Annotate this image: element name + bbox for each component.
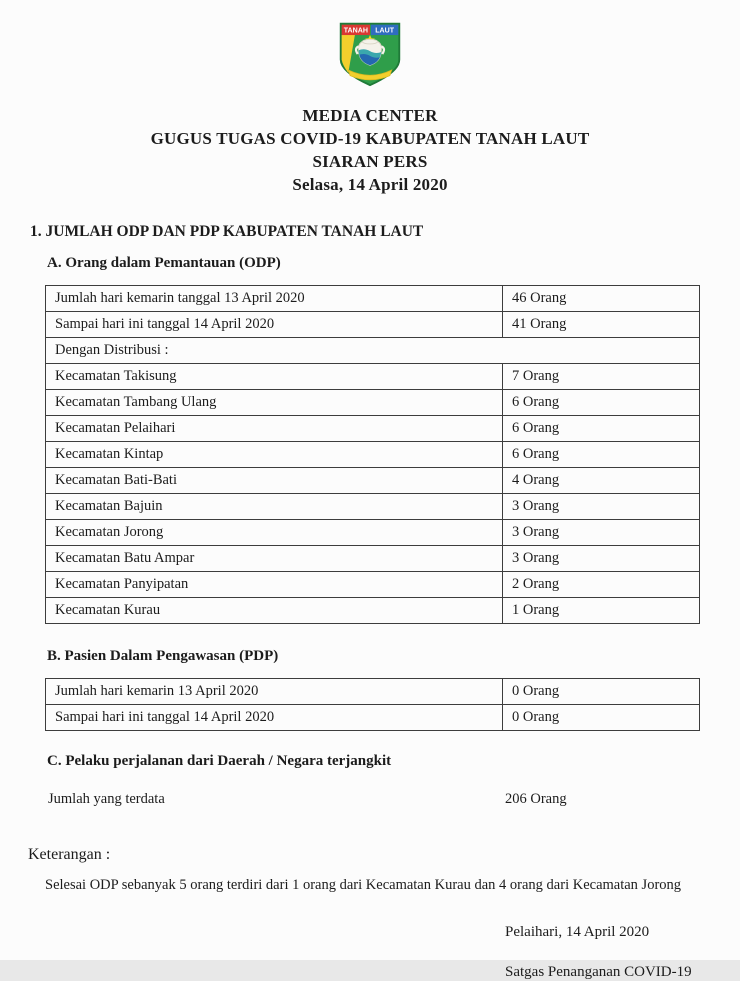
table-row [46,468,700,494]
row-value: 2 Orang [503,572,700,598]
table-row [46,520,700,546]
travelers-label: Jumlah yang terdata [48,791,165,807]
travelers-value: 206 Orang [505,791,567,807]
row-value: 7 Orang [503,364,700,390]
jug-lid [362,39,377,44]
row-value: 0 Orang [503,679,700,705]
row-value: 4 Orang [503,468,700,494]
notes-heading: Keterangan : [28,846,111,863]
row-value: 6 Orang [503,390,700,416]
row-label: Kecamatan Bajuin [46,494,503,520]
row-label: Jumlah hari kemarin 13 April 2020 [46,679,503,705]
row-label: Kecamatan Pelaihari [46,416,503,442]
pdp-heading: B. Pasien Dalam Pengawasan (PDP) [47,648,279,664]
press-release-title: SIARAN PERS [312,152,428,171]
table-row [46,338,700,364]
row-label: Dengan Distribusi : [46,338,700,364]
table-row [46,286,700,312]
table-row [46,494,700,520]
table-row [46,679,700,705]
row-label: Kecamatan Kurau [46,598,503,624]
row-label: Kecamatan Tambang Ulang [46,390,503,416]
banner-text-laut: LAUT [375,26,395,35]
pdp-table [45,678,700,731]
row-label: Kecamatan Takisung [46,364,503,390]
row-value: 3 Orang [503,494,700,520]
row-label: Kecamatan Panyipatan [46,572,503,598]
table-row [46,442,700,468]
row-value: 46 Orang [503,286,700,312]
section-1-title: 1. JUMLAH ODP DAN PDP KABUPATEN TANAH LAUT [30,223,424,240]
logo-container [0,0,740,88]
table-row [46,598,700,624]
row-label: Kecamatan Kintap [46,442,503,468]
row-label: Kecamatan Batu Ampar [46,546,503,572]
row-label: Kecamatan Bati-Bati [46,468,503,494]
row-value: 3 Orang [503,520,700,546]
odp-table [45,285,700,624]
media-center-title: MEDIA CENTER [302,106,438,125]
travelers-row [48,791,740,810]
odp-heading: A. Orang dalam Pemantauan (ODP) [47,255,281,271]
row-value: 1 Orang [503,598,700,624]
table-row [46,546,700,572]
task-force-title: GUGUS TUGAS COVID-19 KABUPATEN TANAH LAUT [150,129,590,148]
row-label: Jumlah hari kemarin tanggal 13 April 2020 [46,286,503,312]
row-label: Sampai hari ini tanggal 14 April 2020 [46,705,503,731]
row-value: 6 Orang [503,442,700,468]
row-label: Kecamatan Jorong [46,520,503,546]
table-row [46,572,700,598]
row-value: 41 Orang [503,312,700,338]
tanah-laut-logo-icon [336,18,404,88]
signature-issuer: Satgas Penanganan COVID-19 [505,964,692,980]
row-value: 0 Orang [503,705,700,731]
table-row [46,390,700,416]
banner-text-tanah: TANAH [343,26,368,35]
table-row [46,705,700,731]
signature-place-date: Pelaihari, 14 April 2020 [505,924,650,940]
row-value: 3 Orang [503,546,700,572]
document-header [0,104,740,196]
date-line: Selasa, 14 April 2020 [292,175,448,194]
notes-text: Selesai ODP sebanyak 5 orang terdiri dari 1 orang dari Kecamatan Kurau dan 4 orang dari Kecamatan Jorong [45,877,682,893]
table-row [46,364,700,390]
table-row [46,312,700,338]
travelers-heading: C. Pelaku perjalanan dari Daerah / Negara terjangkit [47,753,392,769]
row-label: Sampai hari ini tanggal 14 April 2020 [46,312,503,338]
table-row [46,416,700,442]
row-value: 6 Orang [503,416,700,442]
